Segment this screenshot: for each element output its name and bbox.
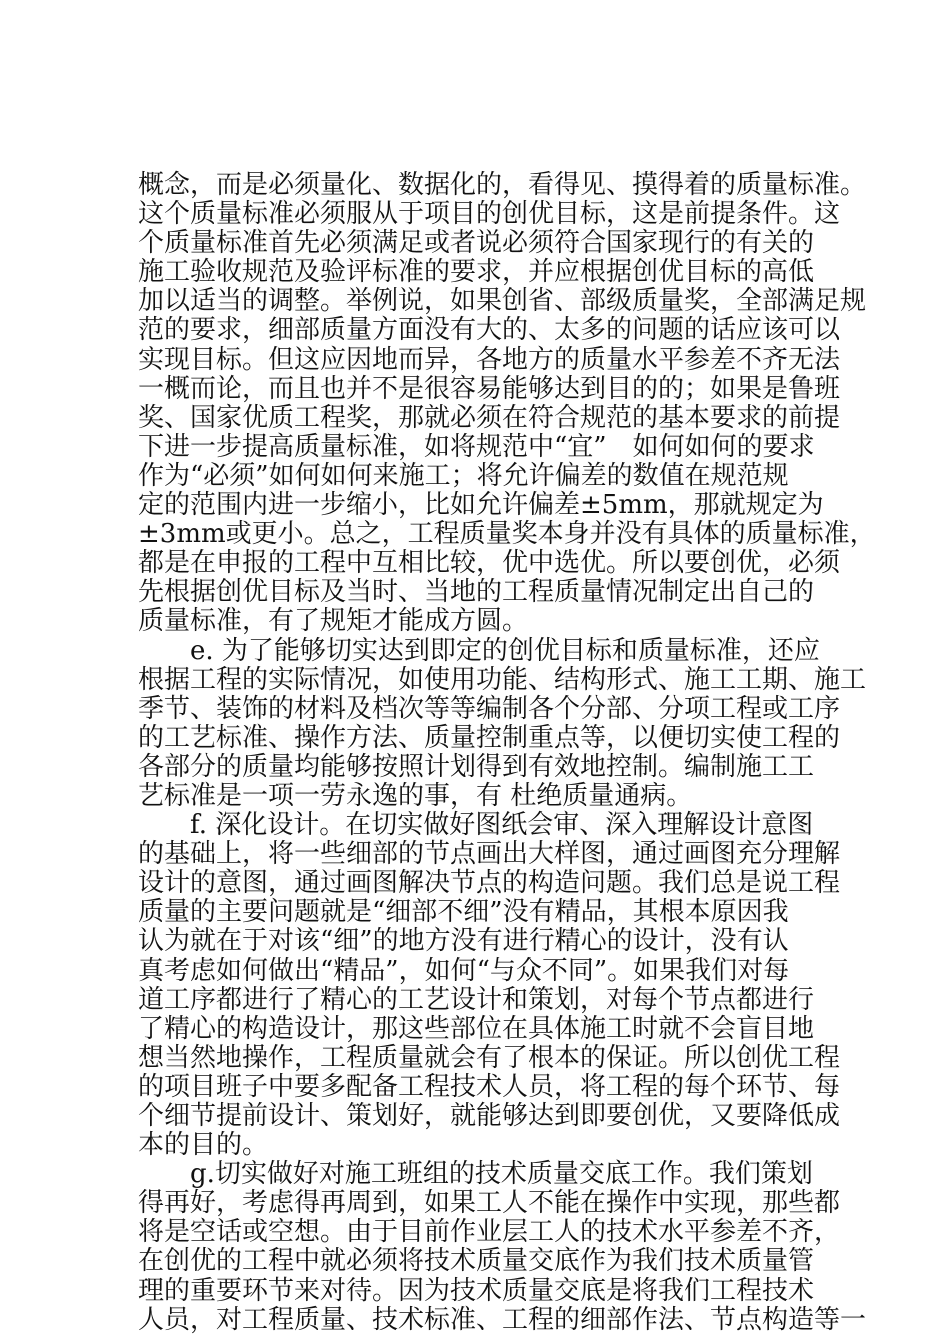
text-line: 的工艺标准、操作方法、质量控制重点等，以便切实使工程的 [138, 722, 841, 753]
text-line: 本的目的。 [138, 1130, 269, 1161]
text-line: 艺标准是一项一劳永逸的事，有 杜绝质量通病。 [138, 780, 693, 811]
text-line: 概念，而是必须量化、数据化的，看得见、摸得着的质量标准。 [138, 170, 867, 200]
text-line: 一概而论，而且也并不是很容易能够达到目的的；如果是鲁班 [138, 373, 841, 404]
text-line: 奖、国家优质工程奖，那就必须在符合规范的基本要求的前提 [138, 402, 841, 433]
text-line: 人员，对工程质量、技术标准、工程的细部作法、节点构造等一 [138, 1304, 867, 1335]
text-line: 想当然地操作，工程质量就会有了根本的保证。所以创优工程 [138, 1042, 841, 1073]
text-line: 根据工程的实际情况，如使用功能、结构形式、施工工期、施工 [138, 664, 867, 695]
paragraph-f-start: f. 深化设计。在切实做好图纸会审、深入理解设计意图 [138, 810, 814, 841]
text-line: 个细节提前设计、策划好，就能够达到即要创优，又要降低成 [138, 1101, 841, 1131]
paragraph-e-start: e. 为了能够切实达到即定的创优目标和质量标准，还应 [138, 635, 820, 666]
text-line: 季节、装饰的材料及档次等等编制各个分部、分项工程或工序 [138, 693, 841, 724]
text-line: 认为就在于对该“细”的地方没有进行精心的设计，没有认 [138, 926, 789, 957]
text-line: 都是在申报的工程中互相比较，优中选优。所以要创优，必须 [138, 548, 841, 579]
text-line: 个质量标准首先必须满足或者说必须符合国家现行的有关的 [138, 228, 815, 259]
text-line: 加以适当的调整。举例说，如果创省、部级质量奖，全部满足规 [138, 286, 867, 317]
text-line: 道工序都进行了精心的工艺设计和策划，对每个节点都进行 [138, 984, 815, 1015]
paragraph-g-start: g.切实做好对施工班组的技术质量交底工作。我们策划 [138, 1159, 813, 1190]
text-line: ±3mm或更小。总之，工程质量奖本身并没有具体的质量标准， [138, 519, 876, 550]
text-line: 将是空话或空想。由于目前作业层工人的技术水平参差不齐， [138, 1217, 841, 1248]
text-line: 范的要求，细部质量方面没有大的、太多的问题的话应该可以 [138, 315, 841, 346]
text-line: 各部分的质量均能够按照计划得到有效地控制。编制施工工 [138, 751, 815, 782]
text-line: 下进一步提高质量标准，如将规范中“宜” 如何如何的要求 [138, 431, 815, 462]
text-line: 实现目标。但这应因地而异，各地方的质量水平参差不齐无法 [138, 344, 841, 375]
text-line: 的项目班子中要多配备工程技术人员，将工程的每个环节、每 [138, 1071, 841, 1102]
text-line: 定的范围内进一步缩小，比如允许偏差±5mm，那就规定为 [138, 490, 824, 521]
text-line: 的基础上，将一些细部的节点画出大样图，通过画图充分理解 [138, 839, 841, 870]
text-line: 施工验收规范及验评标准的要求，并应根据创优目标的高低 [138, 257, 815, 288]
text-line: 设计的意图，通过画图解决节点的构造问题。我们总是说工程 [138, 868, 841, 899]
text-line: 理的重要环节来对待。因为技术质量交底是将我们工程技术 [138, 1275, 815, 1306]
text-line: 真考虑如何做出“精品”，如何“与众不同”。如果我们对每 [138, 955, 790, 986]
text-line: 了精心的构造设计，那这些部位在具体施工时就不会盲目地 [138, 1013, 815, 1044]
text-line: 得再好，考虑得再周到，如果工人不能在操作中实现，那些都 [138, 1188, 841, 1219]
text-line: 质量的主要问题就是“细部不细”没有精品，其根本原因我 [138, 897, 789, 928]
text-line: 这个质量标准必须服从于项目的创优目标，这是前提条件。这 [138, 199, 841, 230]
text-line: 作为“必须”如何如何来施工；将允许偏差的数值在规范规 [138, 460, 789, 491]
text-line: 在创优的工程中就必须将技术质量交底作为我们技术质量管 [138, 1246, 815, 1277]
document-body-text [138, 170, 876, 1335]
text-line: 质量标准，有了规矩才能成方圆。 [138, 606, 529, 637]
text-line: 先根据创优目标及当时、当地的工程质量情况制定出自己的 [138, 577, 815, 608]
